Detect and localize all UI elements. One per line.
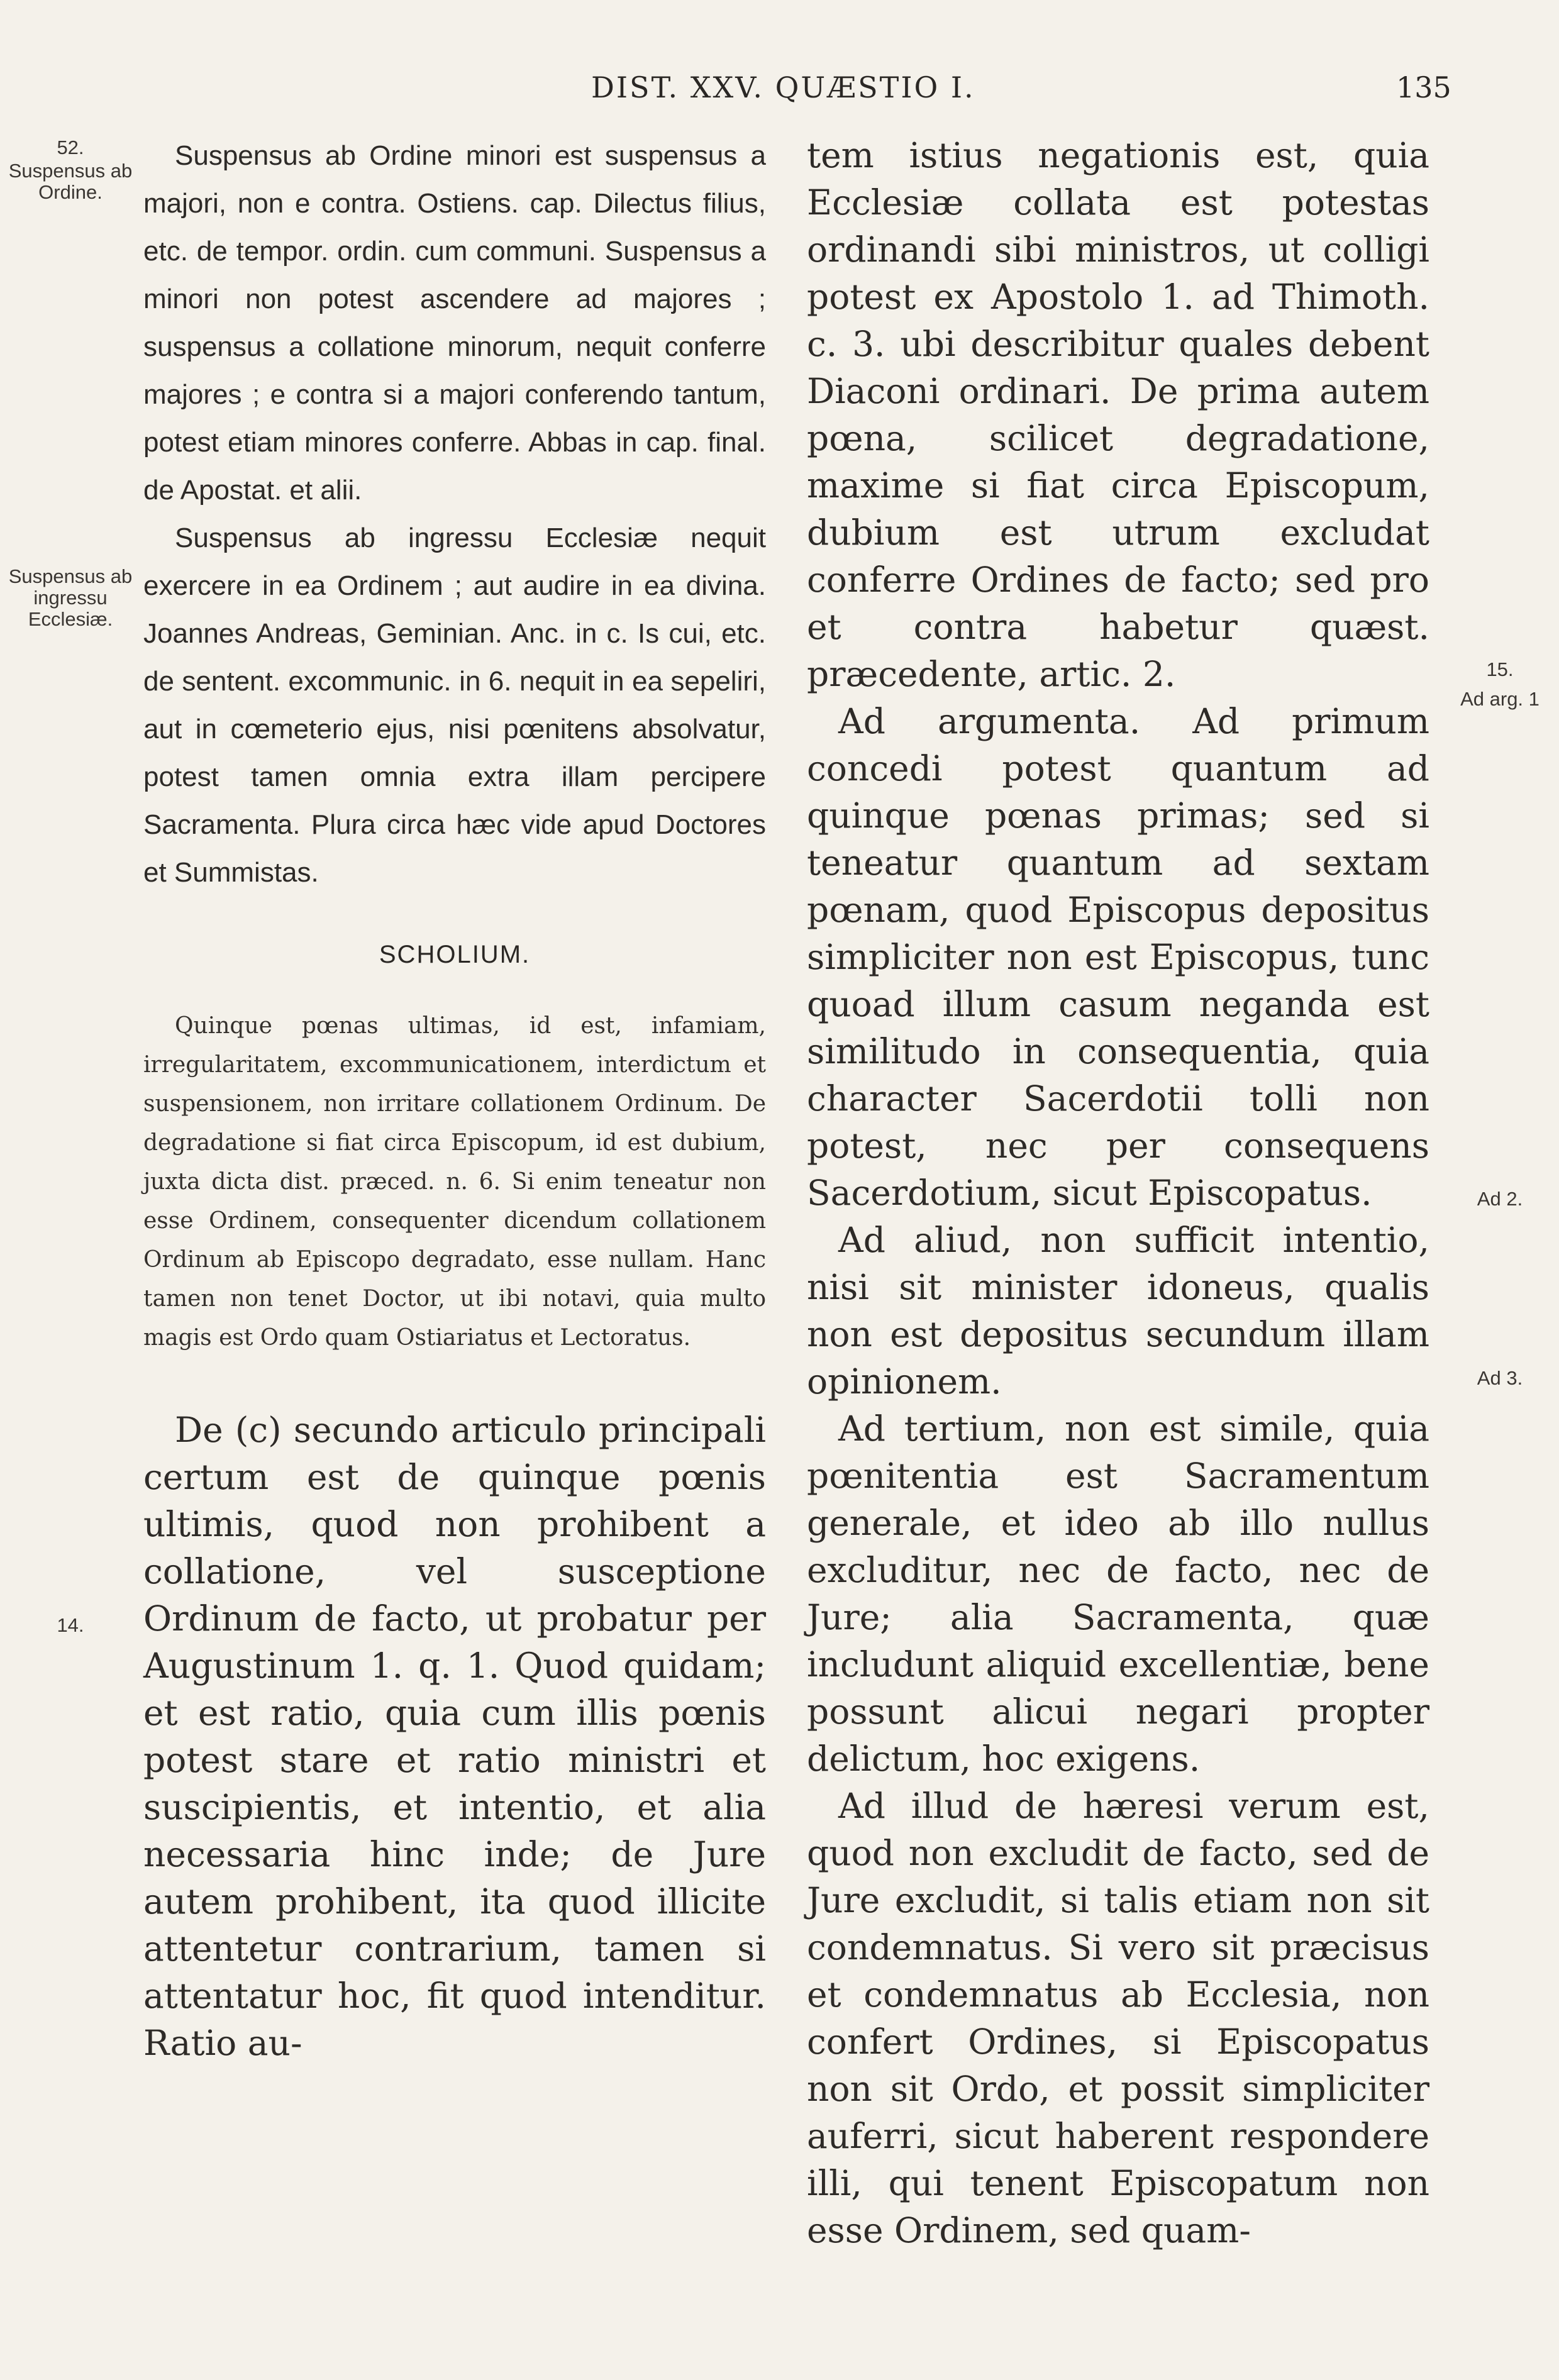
page-header [0,70,1559,114]
page-number: 135 [1396,70,1451,104]
scholium-heading: SCHOLIUM. [379,941,531,968]
scholium-text: Quinque pœnas ultimas, id est, infamiam, irregularitatem, excommunicationem, interdictum et suspensionem, non irritare collationem Ordinum. De degradatione si fiat circa Episcopum, id est dubium, juxta dicta dist. præced. n. 6. Si enim teneatur non esse Ordinem, consequenter dicendum collationem Ordinum ab Episcopo degradato, esse nullam. Hanc tamen non tenet Doctor, ut ibi notavi, quia multo magis est Ordo quam Ostiariatus et Lectoratus. [143,1013,766,1351]
right-column [807,132,1429,2254]
paragraph-suspensus-ordine: Suspensus ab Ordine minori est suspensus a majori, non e contra. Ostiens. cap. Dilectus filius, etc. de tempor. ordin. cum communi. Suspensus a minori non potest ascendere ad majores ; suspensus a collatione minorum, nequit conferre majores ; e contra si a majori conferendo tantum, potest etiam minores conferre. Abbas in cap. final. de Apostat. et alii. [143,140,766,506]
margin-number-14: 14. [57,1614,84,1636]
paragraph-secundo-articulo: De (c) secundo articulo principali certum est de quinque pœnis ultimis, quod non prohibent a collatione, vel susceptione Ordinum de facto, ut probatur per Augustinum 1. q. 1. Quod quidam; et est ratio, quia cum illis pœnis potest stare et ratio ministri et suscipientis, et intentio, et alia necessaria hinc inde; de Jure autem prohibent, ita quod illicite attentetur contrarium, tamen si attentatur hoc, fit quod intenditur. Ratio au- [143,1410,766,2063]
paragraph-ad-argumenta: Ad argumenta. Ad primum concedi potest quantum ad quinque pœnas primas; sed si teneatur quantum ad sextam pœnam, quod Episcopus depositus simpliciter non est Episcopus, tunc quoad illum casum neganda est similitudo in consequentia, quia character Sacerdotii tolli non potest, nec per consequens Sacerdotium, sicut Episcopatus. [807,701,1429,1213]
paragraph-ad-haeresi: Ad illud de hæresi verum est, quod non excludit de facto, sed de Jure excludit, si talis etiam non sit condemnatus. Si vero sit præcisus et condemnatus ab Ecclesia, non confert Ordines, si Episcopatus non sit Ordo, et possit simpliciter auferri, sicut haberent respondere illi, qui tenent Episcopatum non esse Ordinem, sed quam- [807,1786,1429,2250]
margin-note-ad-3: Ad 3. [1477,1367,1523,1389]
left-column [143,132,766,2067]
paragraph-ad-tertium: Ad tertium, non est simile, quia pœnitentia est Sacramentum generale, et ideo ab illo nullus excluditur, nec de facto, nec de Jure; alia Sacramenta, quæ includunt aliquid excellentiæ, bene possunt alicui negari propter delictum, hoc exigens. [807,1409,1429,1779]
margin-note-suspensus-ordine: Suspensus ab Ordine. [8,160,133,203]
margin-number-52: 52. [57,136,84,158]
paragraph-ratio-negationis: tem istius negationis est, quia Ecclesiæ collata est potestas ordinandi sibi ministros, ut colligi potest ex Apostolo 1. ad Thimoth. c. 3. ubi describitur quales debent Diaconi ordinari. De prima autem pœna, scilicet degradatione, maxime si fiat circa Episcopum, dubium est utrum excludat conferre Ordines de facto; sed pro et contra habetur quæst. præcedente, artic. 2. [807,135,1429,694]
paragraph-suspensus-ingressu: Suspensus ab ingressu Ecclesiæ nequit exercere in ea Ordinem ; aut audire in ea divina. Joannes Andreas, Geminian. Anc. in c. Is cui, etc. de sentent. excommunic. in 6. nequit in ea sepeliri, aut in cœmeterio ejus, nisi pœnitens absolvatur, potest tamen omnia extra illam percipere Sacramenta. Plura circa hæc vide apud Doctores et Summistas. [143,523,766,888]
margin-note-suspensus-ingressu: Suspensus ab ingressu Ecclesiæ. [8,565,133,630]
margin-note-ad-arg-1: Ad arg. 1 [1460,688,1540,710]
paragraph-ad-aliud: Ad aliud, non sufficit intentio, nisi sit minister idoneus, qualis non est depositus secundum illam opinionem. [807,1220,1429,1402]
margin-note-ad-2: Ad 2. [1477,1188,1523,1210]
margin-number-15: 15. [1486,658,1514,680]
running-title: DIST. XXV. QUÆSTIO I. [591,70,975,104]
